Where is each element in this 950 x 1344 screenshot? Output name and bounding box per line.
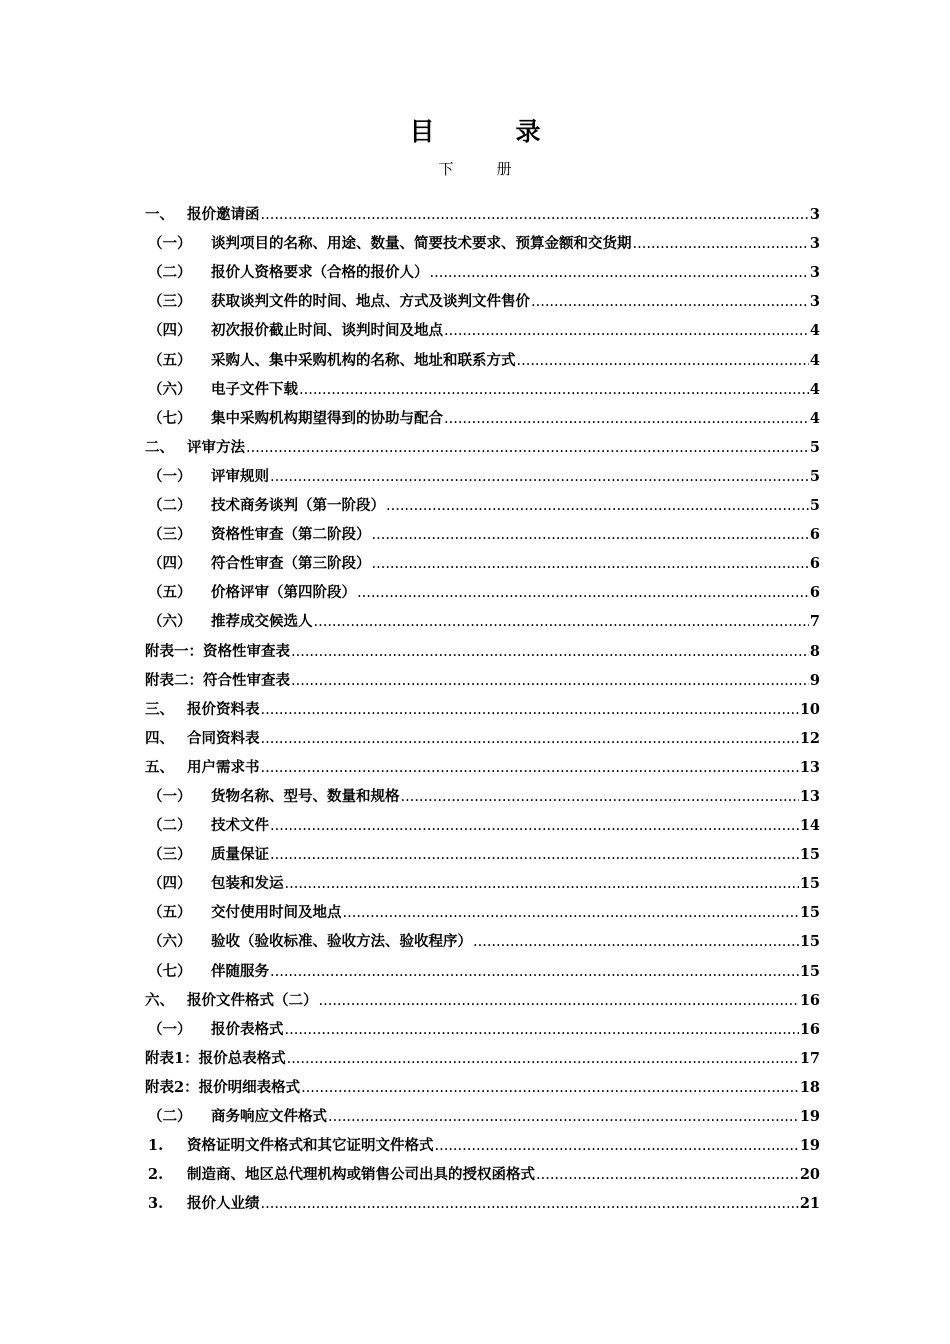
toc-leader-dots	[270, 816, 799, 836]
toc-leader-dots	[319, 991, 799, 1011]
toc-leader-dots	[343, 903, 799, 923]
toc-entry[interactable]	[145, 1040, 820, 1069]
toc-leader-dots	[270, 962, 799, 982]
toc-entry[interactable]	[145, 283, 820, 312]
toc-leader-dots	[270, 467, 809, 487]
toc-entry[interactable]	[145, 254, 820, 283]
toc-entry-page-number: 3	[809, 264, 820, 282]
toc-entry[interactable]	[145, 196, 820, 225]
toc-entry[interactable]	[145, 865, 820, 894]
toc-entry[interactable]	[145, 429, 820, 458]
toc-entry[interactable]	[145, 603, 820, 632]
toc-entry-number: 一、	[145, 206, 174, 224]
toc-entry-label: 符合性审查（第三阶段）	[211, 555, 371, 573]
toc-entry-label: 报价资料表	[187, 700, 260, 718]
toc-entry-page-number: 9	[809, 671, 820, 689]
toc-entry-label: 价格评审（第四阶段）	[211, 584, 356, 602]
toc-entry-page-number: 4	[809, 322, 820, 340]
toc-entry-label: 伴随服务	[211, 962, 269, 980]
toc-entry-page-number: 3	[809, 293, 820, 311]
toc-entry[interactable]	[145, 371, 820, 400]
toc-entry-number: （六）	[148, 933, 192, 951]
toc-entry-label: 合同资料表	[187, 729, 260, 747]
toc-entry-page-number: 4	[809, 409, 820, 427]
toc-entry[interactable]	[145, 225, 820, 254]
toc-entry[interactable]	[145, 1185, 820, 1214]
toc-entry[interactable]	[145, 574, 820, 603]
toc-entry-number: 四、	[145, 729, 174, 747]
toc-entry[interactable]	[145, 952, 820, 981]
toc-entry[interactable]	[145, 341, 820, 370]
toc-leader-dots	[633, 234, 809, 254]
toc-entry[interactable]	[145, 487, 820, 516]
toc-entry[interactable]	[145, 1098, 820, 1127]
toc-entry[interactable]	[145, 1127, 820, 1156]
toc-entry-number: （二）	[148, 497, 192, 515]
toc-entry-page-number: 13	[799, 758, 820, 776]
toc-entry-page-number: 19	[799, 1108, 820, 1125]
toc-entry-label: 报价邀请函	[187, 206, 260, 224]
toc-leader-dots	[536, 1165, 799, 1185]
toc-entry-label: 报价人资格要求（合格的报价人）	[211, 264, 429, 282]
toc-leader-dots	[261, 729, 799, 749]
toc-entry[interactable]	[145, 1156, 820, 1185]
toc-entry-label: 评审方法	[187, 438, 245, 456]
toc-entry-label: 技术商务谈判（第一阶段）	[211, 497, 385, 515]
toc-leader-dots	[473, 932, 799, 952]
toc-entry-label: 货物名称、型号、数量和规格	[211, 787, 400, 805]
toc-leader-dots	[401, 787, 799, 807]
toc-entry-number: （一）	[148, 467, 192, 485]
toc-entry-label: 推荐成交候选人	[211, 613, 313, 631]
toc-entry-page-number: 3	[809, 235, 820, 253]
toc-entry-page-number: 13	[799, 787, 820, 805]
toc-leader-dots	[285, 874, 799, 894]
toc-entry-number: 三、	[145, 700, 174, 718]
toc-entry-page-number: 15	[799, 933, 820, 951]
toc-entry-number: 六、	[145, 991, 174, 1009]
toc-entry-page-number: 4	[809, 380, 820, 398]
toc-entry-number: （三）	[148, 293, 192, 311]
toc-entry-number: （一）	[148, 235, 192, 253]
toc-leader-dots	[328, 1107, 799, 1127]
toc-leader-dots	[246, 438, 809, 458]
toc-entry-number: （二）	[148, 264, 192, 282]
toc-entry[interactable]	[145, 923, 820, 952]
toc-entry-page-number: 5	[809, 438, 820, 456]
toc-entry-number: 2.	[148, 1166, 164, 1184]
toc-entry-label: 商务响应文件格式	[211, 1108, 327, 1125]
toc-entry-page-number: 14	[799, 817, 820, 835]
toc-entry-page-number: 10	[799, 700, 820, 718]
toc-entry-page-number: 18	[799, 1078, 820, 1096]
toc-entry[interactable]	[145, 1069, 820, 1098]
toc-entry-number: （二）	[148, 817, 192, 835]
toc-entry-label: 验收（验收标准、验收方法、验收程序）	[211, 933, 472, 951]
toc-entry-label: 质量保证	[211, 846, 269, 864]
toc-entry-number: （一）	[148, 787, 192, 805]
toc-entry-number: （三）	[148, 526, 192, 544]
toc-entry-label: 附表一：资格性审查表	[145, 642, 290, 660]
toc-entry[interactable]	[145, 1011, 820, 1040]
toc-entry-label: 用户需求书	[187, 758, 260, 776]
toc-leader-dots	[299, 380, 809, 400]
toc-leader-dots	[444, 409, 809, 429]
toc-entry-label: 附表二：符合性审查表	[145, 671, 290, 689]
toc-entry-page-number: 6	[809, 526, 820, 544]
toc-entry[interactable]	[145, 982, 820, 1011]
toc-entry[interactable]	[145, 894, 820, 923]
toc-entry[interactable]	[145, 836, 820, 865]
toc-entry-number: （四）	[148, 555, 192, 573]
toc-entry-page-number: 8	[809, 642, 820, 660]
toc-entry-label: 附表1：报价总表格式	[145, 1049, 286, 1067]
toc-entry[interactable]	[145, 458, 820, 487]
toc-leader-dots	[430, 263, 809, 283]
toc-leader-dots	[372, 554, 809, 574]
toc-leader-dots	[261, 205, 809, 225]
toc-leader-dots	[301, 1078, 799, 1098]
toc-entry[interactable]	[145, 749, 820, 778]
toc-leader-dots	[261, 700, 799, 720]
toc-leader-dots	[444, 321, 809, 341]
toc-entry-label: 附表2：报价明细表格式	[145, 1078, 301, 1096]
toc-leader-dots	[270, 845, 799, 865]
toc-entry[interactable]	[145, 720, 820, 749]
toc-leader-dots	[386, 496, 809, 516]
toc-entry[interactable]	[145, 691, 820, 720]
toc-entry-label: 制造商、地区总代理机构或销售公司出具的授权函格式	[187, 1166, 535, 1184]
toc-entry-number: 二、	[145, 438, 174, 456]
toc-entry-label: 报价人业绩	[187, 1195, 260, 1213]
toc-entry-label: 集中采购机构期望得到的协助与配合	[211, 409, 443, 427]
toc-entry[interactable]	[145, 632, 820, 661]
toc-entry-page-number: 3	[809, 206, 820, 224]
toc-entry-label: 获取谈判文件的时间、地点、方式及谈判文件售价	[211, 293, 530, 311]
toc-entry-number: （五）	[148, 351, 192, 369]
toc-entry-page-number: 12	[799, 729, 820, 747]
toc-leader-dots	[372, 525, 809, 545]
toc-entry-page-number: 5	[809, 467, 820, 485]
toc-entry-label: 资格性审查（第二阶段）	[211, 526, 371, 544]
toc-entry-page-number: 16	[799, 991, 820, 1009]
toc-entry-page-number: 21	[799, 1195, 820, 1213]
toc-entry-number: （一）	[148, 1020, 192, 1038]
toc-entry-page-number: 16	[799, 1020, 820, 1038]
toc-entry-label: 技术文件	[211, 817, 269, 835]
toc-entry-label: 资格证明文件格式和其它证明文件格式	[187, 1137, 434, 1155]
toc-leader-dots	[517, 351, 809, 371]
toc-leader-dots	[357, 583, 809, 603]
toc-entry-page-number: 20	[799, 1166, 820, 1184]
toc-entry[interactable]	[145, 662, 820, 691]
toc-entry-page-number: 19	[799, 1137, 820, 1155]
toc-entry-number: （七）	[148, 962, 192, 980]
toc-entry-page-number: 15	[799, 875, 820, 893]
toc-entry-page-number: 5	[809, 497, 820, 515]
toc-entry-label: 初次报价截止时间、谈判时间及地点	[211, 322, 443, 340]
toc-entry-label: 报价表格式	[211, 1020, 284, 1038]
toc-entry-page-number: 6	[809, 555, 820, 573]
toc-entry-page-number: 15	[799, 904, 820, 922]
toc-entry-number: 3.	[148, 1195, 164, 1213]
toc-title: 目 录	[409, 117, 569, 146]
toc-entry[interactable]	[145, 312, 820, 341]
toc-leader-dots	[285, 1020, 799, 1040]
toc-entry-label: 采购人、集中采购机构的名称、地址和联系方式	[211, 351, 516, 369]
toc-entry-label: 报价文件格式（二）	[187, 991, 318, 1009]
toc-entry[interactable]	[145, 778, 820, 807]
toc-entry-label: 包装和发运	[211, 875, 284, 893]
toc-leader-dots	[287, 1049, 799, 1069]
toc-entry-number: （四）	[148, 875, 192, 893]
toc-entry-label: 谈判项目的名称、用途、数量、简要技术要求、预算金额和交货期	[211, 235, 632, 253]
toc-entry-page-number: 4	[809, 351, 820, 369]
toc-leader-dots	[291, 671, 809, 691]
toc-leader-dots	[261, 758, 799, 778]
toc-entry-number: 五、	[145, 758, 174, 776]
toc-entry-number: （六）	[148, 380, 192, 398]
toc-entry-number: （三）	[148, 846, 192, 864]
toc-entry-number: （四）	[148, 322, 192, 340]
toc-entry-number: （五）	[148, 584, 192, 602]
toc-entry[interactable]	[145, 400, 820, 429]
toc-entry-label: 评审规则	[211, 467, 269, 485]
toc-leader-dots	[531, 292, 809, 312]
toc-entry-page-number: 7	[809, 613, 820, 631]
toc-entry-number: （五）	[148, 904, 192, 922]
toc-entry-number: （七）	[148, 409, 192, 427]
toc-entry[interactable]	[145, 516, 820, 545]
toc-entry-page-number: 15	[799, 846, 820, 864]
toc-entry-number: （六）	[148, 613, 192, 631]
toc-entry-label: 电子文件下载	[211, 380, 298, 398]
table-of-contents	[145, 196, 820, 1214]
toc-leader-dots	[291, 642, 809, 662]
toc-leader-dots	[435, 1136, 799, 1156]
toc-entry-page-number: 6	[809, 584, 820, 602]
toc-entry-page-number: 15	[799, 962, 820, 980]
toc-entry-number: 1.	[148, 1137, 164, 1155]
toc-subtitle: 下 册	[438, 160, 526, 178]
toc-entry-page-number: 17	[799, 1049, 820, 1067]
toc-leader-dots	[314, 612, 809, 632]
toc-entry[interactable]	[145, 807, 820, 836]
toc-entry-number: （二）	[148, 1108, 192, 1125]
toc-entry[interactable]	[145, 545, 820, 574]
toc-entry-label: 交付使用时间及地点	[211, 904, 342, 922]
toc-leader-dots	[261, 1194, 799, 1214]
